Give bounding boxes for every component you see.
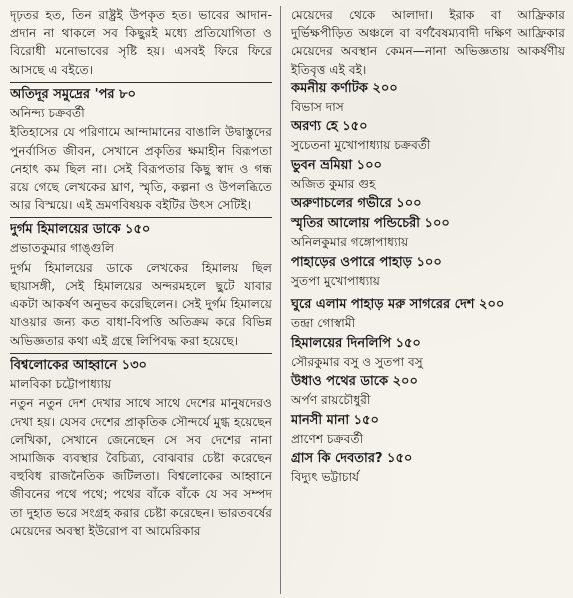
book-author: প্রভাতকুমার গাঙ্গুলি	[10, 241, 115, 256]
book-author: সুচেতনা মুখোপাধ্যায় চক্রবর্তী	[291, 138, 431, 153]
book-entry	[291, 79, 565, 117]
divider	[10, 82, 272, 83]
divider	[10, 353, 272, 354]
divider	[10, 217, 272, 218]
book-author: বিভাস দাস	[291, 99, 344, 114]
book-title: দুর্গম হিমালয়ের ডাকে ১৫০	[10, 222, 151, 238]
book-author: সুতপা মুখোপাধ্যায়	[291, 273, 380, 288]
right-column	[280, 6, 565, 594]
book-entry	[291, 214, 565, 252]
book-entry	[291, 449, 565, 487]
book-title: বিশ্বলোকের আহ্বানে ১৩০	[10, 357, 147, 373]
book-author: বিদ্যুৎ ভট্টাচার্য	[291, 470, 360, 485]
book-author: অর্পণ রায়চৌধুরী	[291, 393, 371, 408]
book-author: অজিত কুমার গুহ	[291, 176, 376, 191]
book-title: গ্রাস কি দেবতার? ১৫০	[291, 451, 413, 467]
book-title: ঘুরে এলাম পাহাড় মরু সাগরের দেশ ২০০	[291, 297, 505, 313]
book-entry	[291, 194, 565, 213]
book-title: অরণ্য হে ১৫০	[291, 119, 368, 135]
book-entry	[291, 295, 565, 333]
book-entry	[291, 372, 565, 410]
two-column-layout	[10, 6, 565, 594]
book-title: মানসী মানা ১৫০	[291, 412, 379, 428]
book-author: মালবিকা চট্টোপাধ্যায়	[10, 376, 112, 391]
book-author: তন্দ্রা গোস্বামী	[291, 316, 356, 331]
continued-paragraph: মেয়েদের থেকে আলাদা। ইরাক বা আফ্রিকার দুর্ভিক্ষপীড়িত অঞ্চলে বা বর্ণবৈষম্যবাদী দক্ষিণ আফ্রিকার মেয়েদের অবস্থান কেমন—নানা অভিজ্ঞতায় আকর্ষণীয় ইতিবৃত্ত এই বই।	[291, 8, 565, 77]
book-title: ভুবন ভ্রমিয়া ১০০	[291, 157, 382, 173]
book-title: উধাও পথের ডাকে ২০০	[291, 374, 418, 390]
book-entry	[10, 353, 272, 540]
book-description: ইতিহাসের যে পরিণামে আন্দামানের বাঙালি উদ্বাস্তুদের পুনর্বাসিত জীবন, সেখানে প্রকৃতির ক্ষমাহীন বিরূপতা নেহাৎ কম ছিল না। সেই বিরূপতার কিছু স্বাদ ও গন্ধ রয়ে গেছে লেখকের ঘ্রাণ, স্মৃতি, কল্পনা ও উপলব্ধিতে আর বিস্ময়ে। এই ভ্রমণবিষয়ক বইটির উৎস সেটিই।	[10, 125, 272, 213]
book-entry	[291, 253, 565, 291]
book-title: স্মৃতির আলোয় পন্ডিচেরী ১০০	[291, 216, 450, 232]
book-title: কমনীয় কর্ণাটক ২০০	[291, 80, 398, 96]
book-title: অরুণাচলের গভীরে ১০০	[291, 196, 422, 212]
book-title: হিমালয়ের দিনলিপি ১৫০	[291, 335, 421, 351]
book-author: অনিলকুমার গঙ্গোপাধ্যায়	[291, 235, 409, 250]
book-author: সৌরকুমার বসু ও সুতপা বসু	[291, 354, 423, 369]
book-entry	[291, 334, 565, 372]
book-description: দুর্গম হিমালয়ের ডাকে লেখকের হিমালয় ছিল ছায়াসঙ্গী, সেই হিমালয়ের অন্দরমহলে ছুটে যাবার একটা আকর্ষণ অনুভব করেছিলেন। সেই দুর্গম হিমালয়ে যাওয়ার জন্য কত বাধা-বিপত্তি অতিক্রম করে বিভিন্ন অভিজ্ঞতার কথা এই গ্রন্থে লিপিবদ্ধ করা হয়েছে।	[10, 260, 272, 348]
book-entry	[10, 217, 272, 350]
book-entry	[10, 82, 272, 215]
book-title: অতিদূর সমুদ্রের 'পর ৮০	[10, 86, 136, 102]
left-column	[10, 6, 280, 594]
book-author: প্রাণেশ চক্রবর্তী	[291, 431, 364, 446]
book-entry	[291, 411, 565, 449]
book-author: অনিন্দ্য চক্রবর্তী	[10, 105, 85, 120]
book-entry	[291, 156, 565, 194]
intro-paragraph: দৃঢ়তর হত, তিন রাষ্ট্রই উপকৃত হত। ভাবের আদান-প্রদান না থাকলে সব কিছুরই মধ্যে প্রতিযোগিতা ও বিরোধী মনোভাবের সৃষ্টি হয়। এসবই ফিরে ফিরে আসছে এ বইতে।	[10, 8, 272, 77]
book-title: পাহাড়ের ওপারে পাহাড় ১০০	[291, 254, 442, 270]
book-entry	[291, 117, 565, 155]
book-description: নতুন নতুন দেশ দেখার সাথে সাথে দেশের মানুষদেরও দেখা হয়। যেসব দেশের প্রাকৃতিক সৌন্দর্যে মুগ্ধ হয়েছেন লেখিকা, সেখানে জেনেছেন সে সব দেশের নানা সামাজিক ব্যবস্থার বৈচিত্র্য, বোঝবার চেষ্টা করেছেন বহুবিধ রাজনৈতিক জটিলতা। বিশ্বলোকের আহ্বানে জীবনের পথে পথে; পথের বাঁকে বাঁকে যে সব সম্পদ তা দুহাত ভরে সংগ্রহ করার চেষ্টা করেছেন। ভারতবর্ষের মেয়েদের অবস্থা ইউরোপ বা আমেরিকার	[10, 396, 272, 538]
